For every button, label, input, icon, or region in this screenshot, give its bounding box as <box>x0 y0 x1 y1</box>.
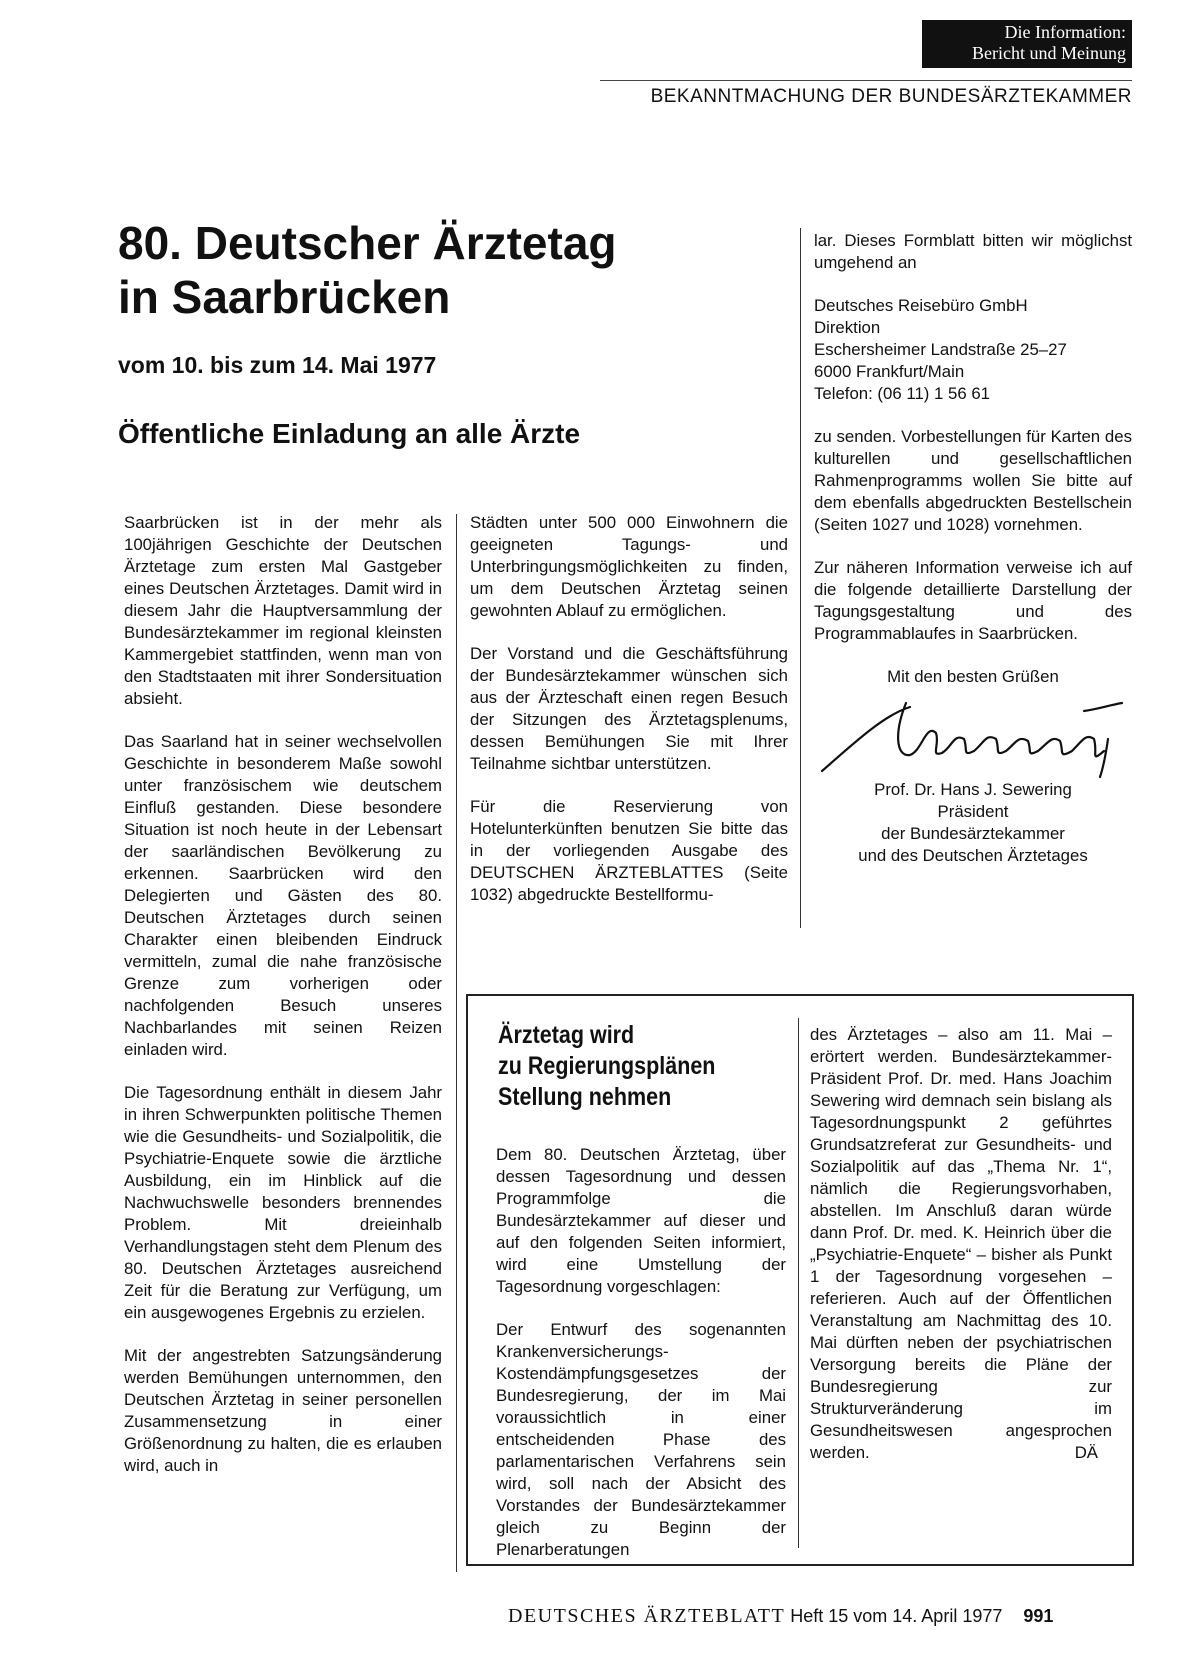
paragraph: Der Vorstand und die Geschäftsführung der Bundesärztekammer wünschen sich aus der Ärzteschaft einen regen Besuch der Sitzungen des Ärztetagsplenums, dessen Bemühungen Sie mit Ihrer Teilnahme sichtbar unterstützen. <box>470 644 788 773</box>
paragraph: Die Tagesordnung enthält in diesem Jahr in ihren Schwerpunkten politische Themen wie die Gesundheits- und Sozialpolitik, die Psychiatrie-Enquete sowie die ärztliche Ausbildung, ein im Hinblick auf die Nachwuchswelle besonders brennendes Problem. Mit dreieinhalb Verhandlungstagen steht dem Plenum des 80. Deutschen Ärztetages ausreichend Zeit für die Beratung zur Verfügung, um ein ausgewogenes Ergebnis zu erzielen. <box>124 1083 442 1322</box>
magazine-name: DEUTSCHES ÄRZTEBLATT <box>508 1605 786 1627</box>
paragraph: zu senden. Vorbestellungen für Karten des kulturellen und gesellschaftlichen Rahmenprogramms wollen Sie bitte auf dem ebenfalls abgedruckten Bestellschein (Seiten 1027 und 1028) vornehmen. <box>814 427 1132 534</box>
address-line: 6000 Frankfurt/Main <box>814 362 965 381</box>
sign-line: der Bundesärztekammer <box>881 824 1065 843</box>
header-rule <box>600 80 1132 81</box>
box-headline-line: zu Regierungsplänen <box>498 1052 716 1080</box>
sign-line: Prof. Dr. Hans J. Sewering <box>874 780 1072 799</box>
invitation-heading: Öffentliche Einladung an alle Ärzte <box>118 418 581 449</box>
box-column-right <box>810 1024 1112 1464</box>
signature-graphic <box>814 693 1132 779</box>
signature-block <box>814 779 1132 867</box>
paragraph: Städten unter 500 000 Einwohnern die geeigneten Tagungs- und Unterbringungsmöglichkeiten zu finden, um dem Deutschen Ärztetag seinen gewohnten Ablauf zu ermöglichen. <box>470 513 788 620</box>
paragraph: Der Entwurf des sogenannten Krankenversicherungs-Kostendämpfungsgesetzes der Bundesregierung, der im Mai voraussichtlich in einer entscheidenden Phase des parlamentarischen Verfahrens sein wird, soll nach der Absicht des Vorstandes der Bundesärztekammer gleich zu Beginn der Plenarberatungen <box>496 1320 786 1559</box>
page-footer <box>508 1605 1053 1628</box>
box-headline-line: Stellung nehmen <box>498 1083 672 1111</box>
paragraph: des Ärztetages – also am 11. Mai – erörtert werden. Bundesärztekammer-Präsident Prof. Dr. med. Hans Joachim Sewering wird demnach sein bislang als Tagesordnungspunkt 2 geführtes Grundsatzreferat zur Gesundheits- und Sozialpolitik auf das „Thema Nr. 1“, nämlich die Regierungsvorhaben, abstellen. Im Anschluß daran würde dann Prof. Dr. med. K. Heinrich über die „Psychiatrie-Enquete“ – bisher als Punkt 1 der Tagesordnung vorgesehen – referieren. Auch auf der Öffentlichen Veranstaltung am Nachmittag des 10. Mai dürften neben der psychiatrischen Versorgung bereits die Pläne der Bundesregierung zur Strukturveränderung im Gesundheitswesen angesprochen werden. <box>810 1025 1112 1462</box>
column-1 <box>124 512 442 1498</box>
box-signature: DÄ <box>1074 1443 1098 1462</box>
box-headline <box>498 1020 756 1113</box>
paragraph: lar. Dieses Formblatt bitten wir möglichst umgehend an <box>814 231 1132 272</box>
issue-info: Heft 15 vom 14. April 1977 <box>790 1606 1003 1626</box>
column-2 <box>470 512 788 927</box>
badge-line1: Die Information: <box>1004 22 1126 42</box>
paragraph: Dem 80. Deutschen Ärztetag, über dessen Tagesordnung und dessen Programmfolge die Bundesärztekammer auf dieser und auf den folgenden Seiten informiert, wird eine Umstellung der Tagesordnung vorgeschlagen: <box>496 1145 786 1296</box>
sign-line: und des Deutschen Ärztetages <box>858 846 1088 865</box>
box-column-left <box>496 1144 786 1582</box>
column-divider <box>456 514 457 1572</box>
title-line1: 80. Deutscher Ärztetag <box>118 217 617 269</box>
section-badge <box>922 20 1132 68</box>
address-line: Deutsches Reisebüro GmbH <box>814 296 1028 315</box>
page-number: 991 <box>1023 1606 1054 1626</box>
paragraph: Mit der angestrebten Satzungsänderung werden Bemühungen unternommen, den Deutschen Ärztetag in seiner personellen Zusammensetzung in einer Größenordnung zu halten, die es erlauben wird, auch in <box>124 1346 442 1475</box>
page-title <box>118 216 738 324</box>
kicker: BEKANNTMACHUNG DER BUNDESÄRZTEKAMMER <box>650 86 1132 107</box>
paragraph: Saarbrücken ist in der mehr als 100jährigen Geschichte der Deutschen Ärztetage zum ersten Mal Gastgeber eines Deutschen Ärztetages. Damit wird in diesem Jahr die Hauptversammlung der Bundesärztekammer im regional kleinsten Kammergebiet stattfinden, wenn man von den Stadtstaaten mit ihrer Sondersituation absieht. <box>124 513 442 708</box>
paragraph: Zur näheren Information verweise ich auf die folgende detaillierte Darstellung der Tagungsgestaltung und des Programmablaufes in Saarbrücken. <box>814 558 1132 643</box>
paragraph: Für die Reservierung von Hotelunterkünften benutzen Sie bitte das in der vorliegenden Ausgabe des DEUTSCHEN ÄRZTEBLATTES (Seite 1032) abgedruckte Bestellformu- <box>470 797 788 904</box>
column-divider <box>800 228 801 928</box>
paragraph: Das Saarland hat in seiner wechselvollen Geschichte in besonderem Maße sowohl unter französischem wie deutschem Einfluß gestanden. Diese besondere Situation ist noch heute in der Lebensart der saarländischen Bevölkerung zu erkennen. Saarbrücken wird den Delegierten und Gästen des 80. Deutschen Ärztetages durch seinen Charakter einen bleibenden Eindruck vermitteln, zumal die nahe französische Grenze zum vorherigen oder nachfolgenden Besuch unseres Nachbarlandes mit seinen Reizen einladen wird. <box>124 732 442 1059</box>
address-line: Direktion <box>814 318 881 337</box>
address-line: Eschersheimer Landstraße 25–27 <box>814 340 1067 359</box>
subtitle: vom 10. bis zum 14. Mai 1977 <box>118 352 437 378</box>
badge-line2: Bericht und Meinung <box>972 43 1126 63</box>
greeting: Mit den besten Grüßen <box>887 667 1059 686</box>
box-divider <box>798 1018 799 1548</box>
address <box>814 295 1132 405</box>
column-3 <box>814 230 1132 867</box>
sign-line: Präsident <box>937 802 1009 821</box>
title-line2: in Saarbrücken <box>118 271 451 323</box>
box-headline-line: Ärztetag wird <box>498 1021 635 1049</box>
address-line: Telefon: (06 11) 1 56 61 <box>814 384 991 403</box>
